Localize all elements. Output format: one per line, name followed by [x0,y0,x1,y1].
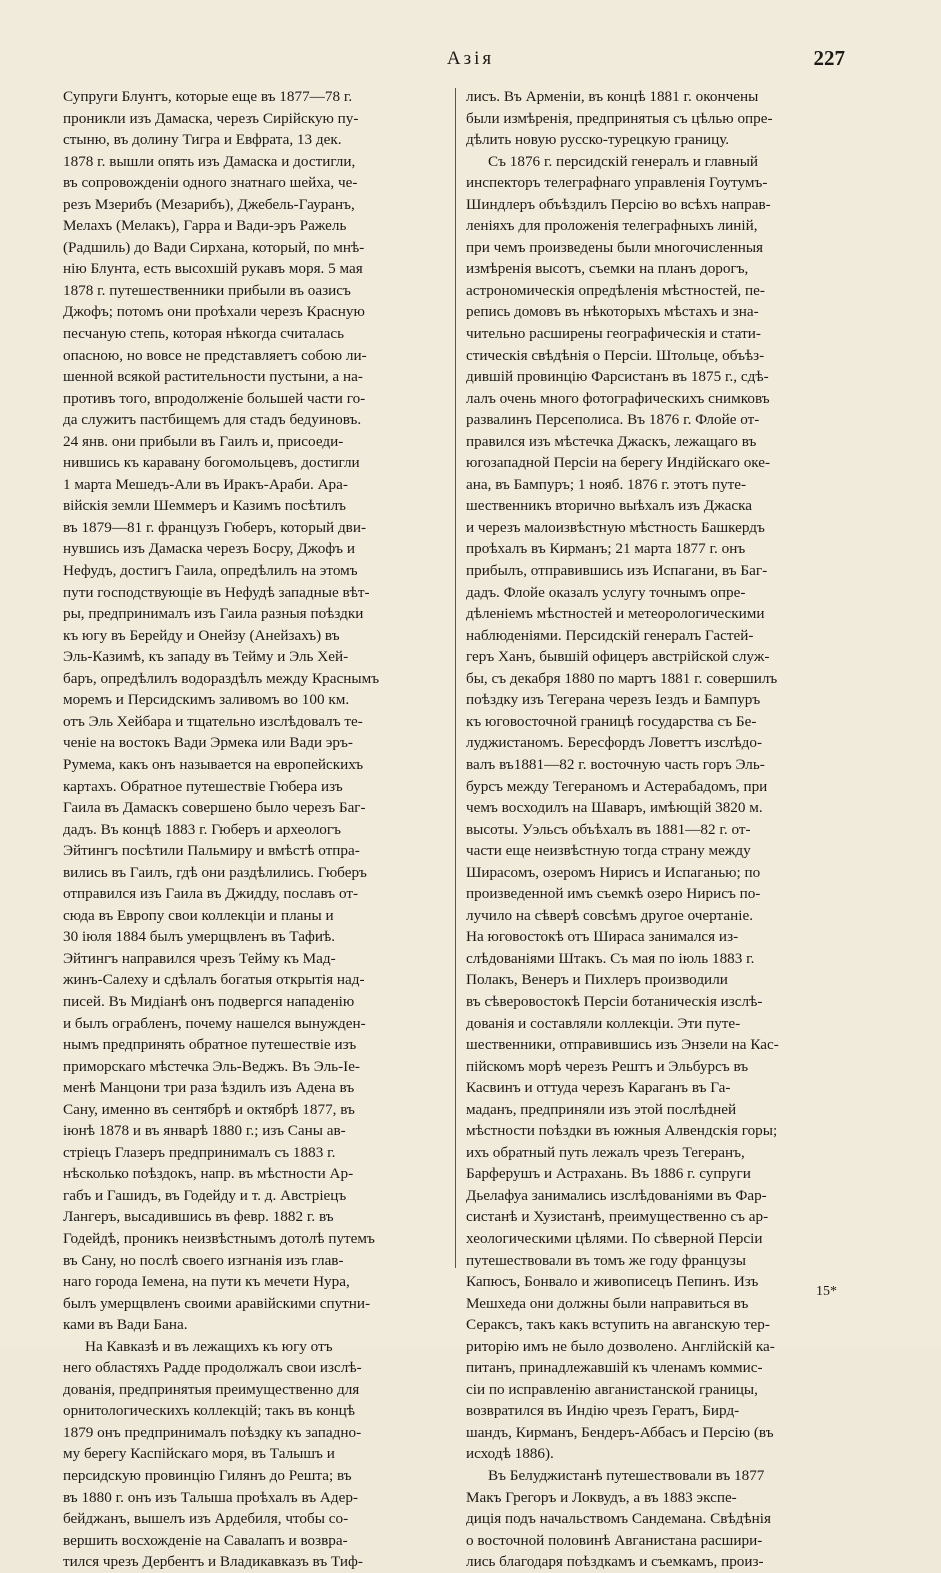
text-line: въ Сану, но послѣ своего изгнанія изъ глав- [63,1251,344,1269]
text-line: картахъ. Обратное путешествіе Гюбера изъ [63,777,343,795]
text-line: ченіе на востокъ Вади Эрмека или Вади эръ- [63,734,353,752]
text-line: вились въ Гаилъ, гдѣ они раздѣлились. Гюберъ [63,863,367,881]
text-line: него областяхъ Радде продолжалъ свои изслѣ- [63,1359,362,1377]
text-line: въ сопровожденіи одного знатнаго шейха, че- [63,174,358,192]
text-line: Ширасомъ, озеромъ Нирисъ и Испаганью; по [466,863,761,881]
text-line: нѣсколько поѣздокъ, напр. въ мѣстности Ар- [63,1165,354,1183]
text-line: наго города Іемена, на пути къ мечети Нура, [63,1273,350,1291]
text-line: въ 1879—81 г. французъ Гюберъ, который дви- [63,518,367,536]
text-line: систанѣ и Хузистанѣ, преимущественно съ ар- [466,1208,769,1226]
text-line: Дьелафуа занимались изслѣдованіями въ Фар- [466,1186,767,1204]
text-line: сюда въ Европу свои коллекціи и планы и [63,906,334,924]
text-line: да служитъ пастбищемъ для стадъ бедуиновъ. [63,411,362,429]
text-line: (Радшиль) до Вади Сирхана, который, по мнѣ- [63,238,365,256]
text-line: о восточной половинѣ Авганистана расшири- [466,1531,763,1549]
text-line: Макъ Грегоръ и Локвудъ, а въ 1883 экспе- [466,1488,737,1506]
text-line: ана, въ Бампуръ; 1 нояб. 1876 г. этотъ путе- [466,475,747,493]
text-line: астрономическія опредѣленія мѣстностей, пе- [466,281,765,299]
text-line: орнитологическихъ коллекцій; такъ въ концѣ [63,1402,355,1420]
text-line: бы, съ декабря 1880 по мартъ 1881 г. совершилъ [466,669,778,687]
text-line: му берегу Каспійскаго моря, въ Талышъ и [63,1445,335,1463]
text-line: отправился изъ Гаила въ Джидду, пославъ от- [63,885,359,903]
text-line: 30 іюля 1884 былъ умерщвленъ въ Тафиѣ. [63,928,336,946]
text-line: пути господствующіе въ Нефудѣ западные вѣт- [63,583,370,601]
text-line: были измѣренія, предпринятыя съ цѣлью опре- [466,109,773,127]
text-line: Шиндлеръ объѣздилъ Персію во всѣхъ направ- [466,195,771,213]
text-line: высоты. Уэльсъ объѣхалъ въ 1881—82 г. от- [466,820,751,838]
text-line: Съ 1876 г. персидскій генералъ и главный [488,152,759,170]
text-line: 24 янв. они прибыли въ Гаилъ и, присоеди- [63,432,344,450]
text-line: менѣ Манцони три раза ѣздилъ изъ Адена въ [63,1079,355,1097]
text-line: инспекторъ телеграфнаго управленія Гоутумъ- [466,174,768,192]
text-line: Лангеръ, высадившись въ февр. 1882 г. въ [63,1208,334,1226]
text-line: при чемъ произведены были многочисленныя [466,238,764,256]
text-line: въ сѣверовостокѣ Персіи ботаническія изслѣ- [466,992,763,1010]
text-line: Мелахъ (Мелакъ), Гарра и Вади-эръ Ражель [63,217,347,235]
text-line: моремъ и Персидскимъ заливомъ во 100 км. [63,691,350,709]
text-line: мѣстности поѣздки въ южныя Алвендскія горы; [466,1122,778,1140]
text-line: сіи по исправленію авганистанской границы, [466,1380,758,1398]
text-line: къ юговосточной границѣ государства съ Бе- [466,712,757,730]
text-line: диція подъ начальствомъ Сандемана. Свѣдѣнія [466,1510,771,1528]
text-line: Въ Белуджистанѣ путешествовали въ 1877 [488,1467,765,1484]
left-column [63,86,443,1573]
text-line: возвратился въ Индію чрезъ Гератъ, Бирд- [466,1402,740,1420]
text-line: нившись къ каравану богомольцевъ, достигли [63,454,360,472]
text-line: дѣлить новую русско-турецкую границу. [466,131,730,149]
text-line: стріецъ Глазеръ предпринималъ съ 1883 г. [63,1143,336,1161]
text-line: песчаную степь, которая нѣкогда считалась [63,325,345,343]
text-line: На Кавказѣ и въ лежащихъ къ югу отъ [85,1337,333,1355]
text-line: репись домовъ въ нѣкоторыхъ мѣстахъ и зна- [466,303,759,321]
text-line: ры, предпринималъ изъ Гаила разныя поѣздки [63,605,364,623]
text-line: Капюсъ, Бонвало и живописецъ Пепинъ. Изъ [466,1273,759,1291]
text-line: дадъ. Въ концѣ 1883 г. Гюберъ и археологъ [63,820,341,838]
text-line: баръ, опредѣлилъ водораздѣлъ между Краснымъ [63,669,380,687]
text-line: геръ Ханъ, бывшій офицеръ австрійской служ- [466,648,770,666]
text-line: 1878 г. вышли опять изъ Дамаска и достигли, [63,152,356,170]
text-line: Гаила въ Дамаскъ совершено было черезъ Баг- [63,799,366,817]
text-line: стическія свѣдѣнія о Персіи. Штольце, объѣз- [466,346,765,364]
text-line: 1 марта Мешедъ-Али въ Иракъ-Араби. Ара- [63,475,348,493]
page-number: 227 [813,46,845,70]
text-line: луджистаномъ. Бересфордъ Ловеттъ изслѣдо- [466,734,762,752]
text-line: іюнѣ 1878 и въ январѣ 1880 г.; изъ Саны ав- [63,1122,346,1140]
text-line: нію Блунта, есть высохшій рукавъ моря. 5 мая [63,260,363,278]
text-line: маданъ, предприняли изъ этой послѣдней [466,1100,737,1118]
text-line: дованія и составляли коллекціи. Эти путе- [466,1014,741,1032]
text-line: отъ Эль Хейбара и тщательно изслѣдовалъ те- [63,712,363,730]
text-line: нувшись изъ Дамаска черезъ Босру, Джофъ и [63,540,355,558]
text-line: путешествовали въ томъ же году французы [466,1251,746,1269]
text-line: былъ умерщвленъ своими аравійскими спутни- [63,1294,371,1312]
text-line: и черезъ малоизвѣстную мѣстность Башкердъ [466,518,765,536]
text-line: риторію имъ не было дозволено. Англійскій ка- [466,1337,775,1355]
text-line: югозападной Персіи на берегу Индійскаго оке- [466,454,771,472]
text-line: дившій провинцію Фарсистанъ въ 1875 г., сдѣ- [466,368,769,386]
text-line: Эйтингъ направился чрезъ Тейму къ Мад- [63,949,336,967]
text-line: шандъ, Кирманъ, Бендеръ-Аббасъ и Персію (въ [466,1423,774,1441]
text-line: габъ и Гашидъ, въ Годейду и т. д. Австріецъ [63,1186,347,1204]
text-line: Полакъ, Венеръ и Пихлеръ производили [466,971,728,989]
text-line: Касвинъ и оттуда черезъ Караганъ въ Га- [466,1079,731,1097]
text-line: опасною, но вовсе не представляетъ собою ли- [63,346,367,364]
text-line: приморскаго мѣстечка Эль-Веджъ. Въ Эль-Іе- [63,1057,360,1075]
text-line: резъ Мзерибъ (Мезарибъ), Джебель-Гауранъ, [63,195,355,213]
text-line: и былъ ограбленъ, почему нашелся вынужден- [63,1014,366,1032]
text-line: части еще неизвѣстную тогда страну между [466,842,751,860]
text-line: чемъ восходилъ на Шаваръ, имѣющій 3820 м. [466,799,763,817]
text-line: валъ въ1881—82 г. восточную часть горъ Эль- [466,755,765,773]
text-line: Нефудъ, достигъ Гаила, опредѣлилъ на этомъ [63,562,358,580]
text-line: къ югу въ Берейду и Онейзу (Анейзахъ) въ [63,626,340,644]
text-line: бурсъ между Тегераномъ и Астерабадомъ, при [466,777,768,795]
text-line: прибылъ, отправившись изъ Испагани, въ Баг- [466,562,768,580]
text-line: 1878 г. путешественники прибыли въ оазисъ [63,281,351,299]
text-line: ихъ обратный путь лежалъ чрезъ Тегеранъ, [466,1143,745,1161]
text-line: тился чрезъ Дербентъ и Владикавказъ въ Тиф- [63,1553,363,1571]
text-line: Сераксъ, такъ какъ вступить на авганскую тер- [466,1316,770,1334]
text-line: правился изъ мѣстечка Джаскъ, лежащаго въ [466,432,757,450]
text-line: жинъ-Салеху и сдѣлалъ богатыя открытія над- [63,971,365,989]
text-line: произведенной имъ съемкѣ озеро Нирисъ по- [466,885,761,903]
text-line: Супруги Блунтъ, которые еще въ 1877—78 г. [63,88,353,105]
text-line: стыню, въ долину Тигра и Евфрата, 13 дек. [63,131,342,149]
text-line: шественникъ вторично выѣхалъ изъ Джаска [466,497,752,515]
text-line: писей. Въ Мидіанѣ онъ подвергся нападенію [63,992,355,1010]
text-line: противъ того, впродолженіе большей части го- [63,389,366,407]
text-line: Сану, именно въ сентябрѣ и октябрѣ 1877, въ [63,1100,355,1118]
text-line: нымъ предпринять обратное путешествіе изъ [63,1036,357,1054]
text-line: Румема, какъ онъ называется на европейскихъ [63,755,364,773]
text-line: проникли изъ Дамаска, черезъ Сирійскую пу- [63,109,359,127]
text-line: развалинъ Персеполиса. Въ 1876 г. Флойе от- [466,411,760,429]
text-line: проѣхалъ въ Кирманъ; 21 марта 1877 г. онъ [466,540,746,558]
text-line: питанъ, принадлежавшій къ членамъ коммис- [466,1359,763,1377]
text-line: війскія земли Шеммеръ и Казимъ посѣтилъ [63,497,347,515]
text-line: шенной всякой растительности пустыни, а на- [63,368,363,386]
text-line: лисъ. Въ Арменіи, въ концѣ 1881 г. окончены [466,88,759,105]
text-line: Барферушъ и Астрахань. Въ 1886 г. супруги [466,1165,751,1183]
text-line: леніяхъ для проложенія телеграфныхъ линій, [466,217,758,235]
text-line: 1879 онъ предпринималъ поѣздку къ западно- [63,1423,362,1441]
text-line: вершить восхожденіе на Савалапъ и возвра- [63,1531,348,1549]
text-line: дѣленіемъ мѣстностей и метеорологическими [466,605,765,623]
text-line: исходѣ 1886). [466,1445,554,1463]
text-line: персидскую провинцію Гилянъ до Решта; въ [63,1467,352,1484]
text-line: въ 1880 г. онъ изъ Талыша проѣхалъ въ Адер- [63,1488,358,1506]
text-line: дованія, предпринятыя преимущественно для [63,1380,360,1398]
text-line: хеологическими цѣлями. По сѣверной Персіи [466,1229,763,1247]
text-line: ками въ Вади Бана. [63,1316,188,1334]
signature-mark: 15* [816,1284,837,1299]
text-line: бейджанъ, вышелъ изъ Ардебиля, чтобы со- [63,1510,349,1528]
text-line: Мешхеда они должны были направиться въ [466,1294,749,1312]
text-line: лись благодаря поѣздкамъ и съемкамъ, произ- [466,1553,764,1571]
text-line: наблюденіями. Персидскій генералъ Гастей- [466,626,754,644]
text-line: На юговостокѣ отъ Шираса занимался из- [466,928,739,946]
text-line: Джофъ; потомъ они проѣхали черезъ Красную [63,303,365,321]
text-line: поѣздку изъ Тегерана черезъ Іездъ и Бампуръ [466,691,761,709]
running-header: Азія [446,48,495,69]
text-line: шественники, отправившись изъ Энзели на Кас- [466,1036,779,1054]
text-line: лучило на сѣверѣ совсѣмъ другое очертаніе. [466,906,753,924]
text-line: чительно расширены географическія и стати- [466,325,761,343]
text-line: Годейдѣ, проникъ неизвѣстнымъ дотолѣ путемъ [63,1229,375,1247]
text-line: измѣренія высотъ, съемки на планъ дорогъ, [466,260,749,278]
text-line: лалъ очень много фотографическихъ снимковъ [466,389,770,407]
text-line: дадъ. Флойе оказалъ услугу точнымъ опре- [466,583,746,601]
text-line: Эйтингъ посѣтили Пальмиру и вмѣстѣ отпра- [63,842,360,860]
text-line: слѣдованіями Штакъ. Съ мая по іюль 1883 г. [466,949,755,967]
column-divider [455,88,456,1268]
text-line: Эль-Казимѣ, къ западу въ Тейму и Эль Хей- [63,648,349,666]
right-column [466,86,848,1573]
text-line: пійскомъ морѣ черезъ Рештъ и Эльбурсъ въ [466,1057,749,1075]
